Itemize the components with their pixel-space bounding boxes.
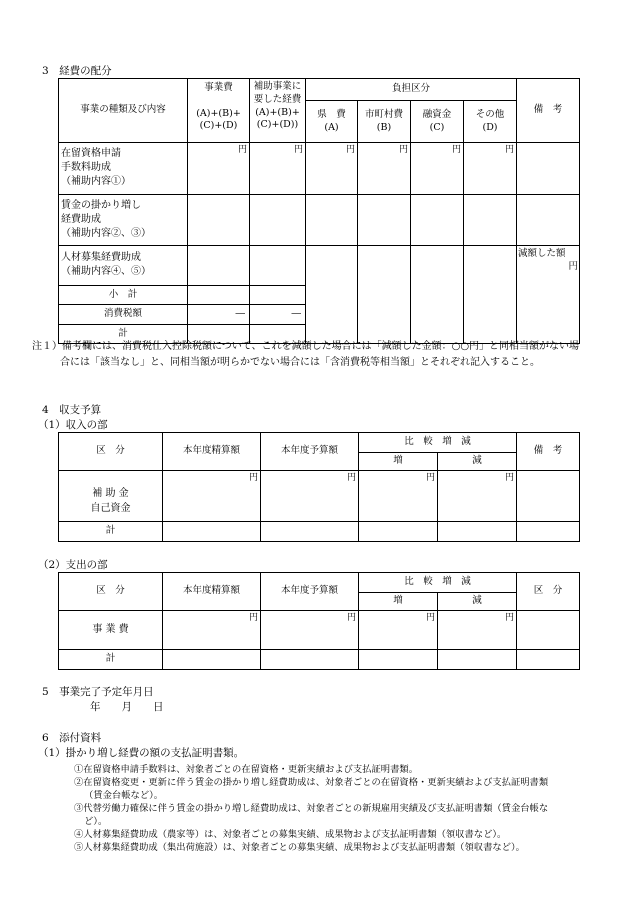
col-other-header: その他 (D) xyxy=(464,101,517,143)
attachment-item-1: ①在留資格申請手数料は、対象者ごとの在留資格・更新実績および支払証明書類。 xyxy=(74,764,418,775)
attachment-item-4: ④人材募集経費助成（農家等）は、対象者ごとの募集実績、成果物および支払証明書類（領収書など）。 xyxy=(74,829,507,840)
attachment-item-5: ⑤人材募集経費助成（集出荷施設）は、対象者ごとの募集実績、成果物および支払証明書類（領収書など）。 xyxy=(74,842,525,853)
expense-col-compare: 比 較 増 減 xyxy=(359,573,517,593)
yen-unit: 円 xyxy=(261,611,359,650)
attachment-item-3: ③代替労働力確保に伴う賃金の掛かり増し経費助成は、対象者ごとの新規雇用実績及び支払証明書類（賃金台帳な xyxy=(74,803,549,814)
expense-row-project: 事 業 費 xyxy=(59,611,163,650)
expense-heading: （2）支出の部 xyxy=(38,559,108,571)
yen-unit: 円 xyxy=(261,471,359,522)
income-col-remarks: 備 考 xyxy=(517,433,580,471)
yen-unit: 円 xyxy=(359,471,438,522)
income-row-total: 計 xyxy=(59,522,163,542)
expense-table xyxy=(58,572,580,670)
attachment-item-3-cont: ど）。 xyxy=(84,816,108,827)
expense-col-settled: 本年度精算額 xyxy=(163,573,261,611)
income-heading: （1）収入の部 xyxy=(38,419,108,431)
section5-heading: 5 事業完了予定年月日 xyxy=(42,686,154,698)
expense-col-decrease: 減 xyxy=(438,593,517,611)
income-col-compare: 比 較 増 減 xyxy=(359,433,517,453)
yen-unit: 円 xyxy=(464,143,517,195)
note-1: 注１）備考欄には、消費税仕入控除税額について、これを減額した場合には「減額した金額：○○円」と同相当額がない場合には「該当なし」と、同相当額が明らかでない場合には「含消費税等相当額」とそれぞれ記入すること。 xyxy=(32,341,580,368)
expense-col-budget: 本年度予算額 xyxy=(261,573,359,611)
section3-heading: 3 経費の配分 xyxy=(42,65,112,77)
income-table xyxy=(58,432,580,542)
yen-unit: 円 xyxy=(438,471,517,522)
col-loan-header: 融資金 (C) xyxy=(411,101,464,143)
yen-unit: 円 xyxy=(250,143,306,195)
col-subsidy-header: 補助事業に要した経費 (A)+(B)+ (C)+(D)) xyxy=(250,79,306,143)
yen-unit: 円 xyxy=(163,611,261,650)
row-recruitment: 人材募集経費助成 （補助内容④、⑤） xyxy=(59,246,188,286)
attachments-sub1: （1）掛かり増し経費の額の支払証明書類。 xyxy=(38,747,245,759)
expense-row-total: 計 xyxy=(59,650,163,670)
col-muni-header: 市町村費 (B) xyxy=(358,101,411,143)
yen-unit: 円 xyxy=(306,143,358,195)
income-col-increase: 増 xyxy=(359,453,438,471)
row-wage-increase: 賃金の掛かり増し 経費助成 （補助内容②、③） xyxy=(59,195,188,246)
row-total: 計 xyxy=(59,325,188,344)
remarks-reduced-cell: 減額した額 円 xyxy=(517,246,580,344)
yen-unit: 円 xyxy=(438,611,517,650)
section6-heading: 6 添付資料 xyxy=(42,732,102,744)
attachment-item-2: ②在留資格変更・更新に伴う賃金の掛かり増し経費助成は、対象者ごとの在留資格・更新実績および支払証明書類 xyxy=(74,777,549,788)
yen-unit: 円 xyxy=(188,143,250,195)
section4-heading: 4 収支予算 xyxy=(42,404,102,416)
income-col-category: 区 分 xyxy=(59,433,163,471)
expense-col-category: 区 分 xyxy=(59,573,163,611)
attachment-item-2-cont: （賃金台帳など）。 xyxy=(84,790,164,801)
expense-allocation-table: 事業の種類及び内容 事業費 (A)+(B)+ (C)+(D) 補助事業に要した経費 (A)+(B)+ (C)+(D)) 負担区分 備 考 県 費 (A) 市町村費 (B) 融資金 (C) その他 (D) 在留資格申請 手数料助成 （補助内容①） 円 円 円 円 円 円 賃金の掛かり増し 経費助成 （補助内容②、③） 人材募集経費助成 （補助内容④、⑤） 減額した額 円 小 計 消費税額 ― ― 計 xyxy=(58,78,580,344)
income-col-decrease: 減 xyxy=(438,453,517,471)
income-row-sources: 補 助 金 自己資金 xyxy=(59,471,163,522)
income-col-settled: 本年度精算額 xyxy=(163,433,261,471)
col-burden-header: 負担区分 xyxy=(306,79,517,101)
col-remarks-header: 備 考 xyxy=(517,79,580,143)
yen-unit: 円 xyxy=(163,471,261,522)
col-total-header: 事業費 (A)+(B)+ (C)+(D) xyxy=(188,79,250,143)
income-col-budget: 本年度予算額 xyxy=(261,433,359,471)
row-tax: 消費税額 xyxy=(59,305,188,325)
col-pref-header: 県 費 (A) xyxy=(306,101,358,143)
yen-unit: 円 xyxy=(359,611,438,650)
expense-col-category2: 区 分 xyxy=(517,573,580,611)
expense-col-increase: 増 xyxy=(359,593,438,611)
completion-date: 年 月 日 xyxy=(90,701,164,713)
yen-unit: 円 xyxy=(358,143,411,195)
yen-unit: 円 xyxy=(411,143,464,195)
row-application-fee: 在留資格申請 手数料助成 （補助内容①） xyxy=(59,143,188,195)
row-subtotal: 小 計 xyxy=(59,286,188,305)
col-type-header: 事業の種類及び内容 xyxy=(59,79,188,143)
